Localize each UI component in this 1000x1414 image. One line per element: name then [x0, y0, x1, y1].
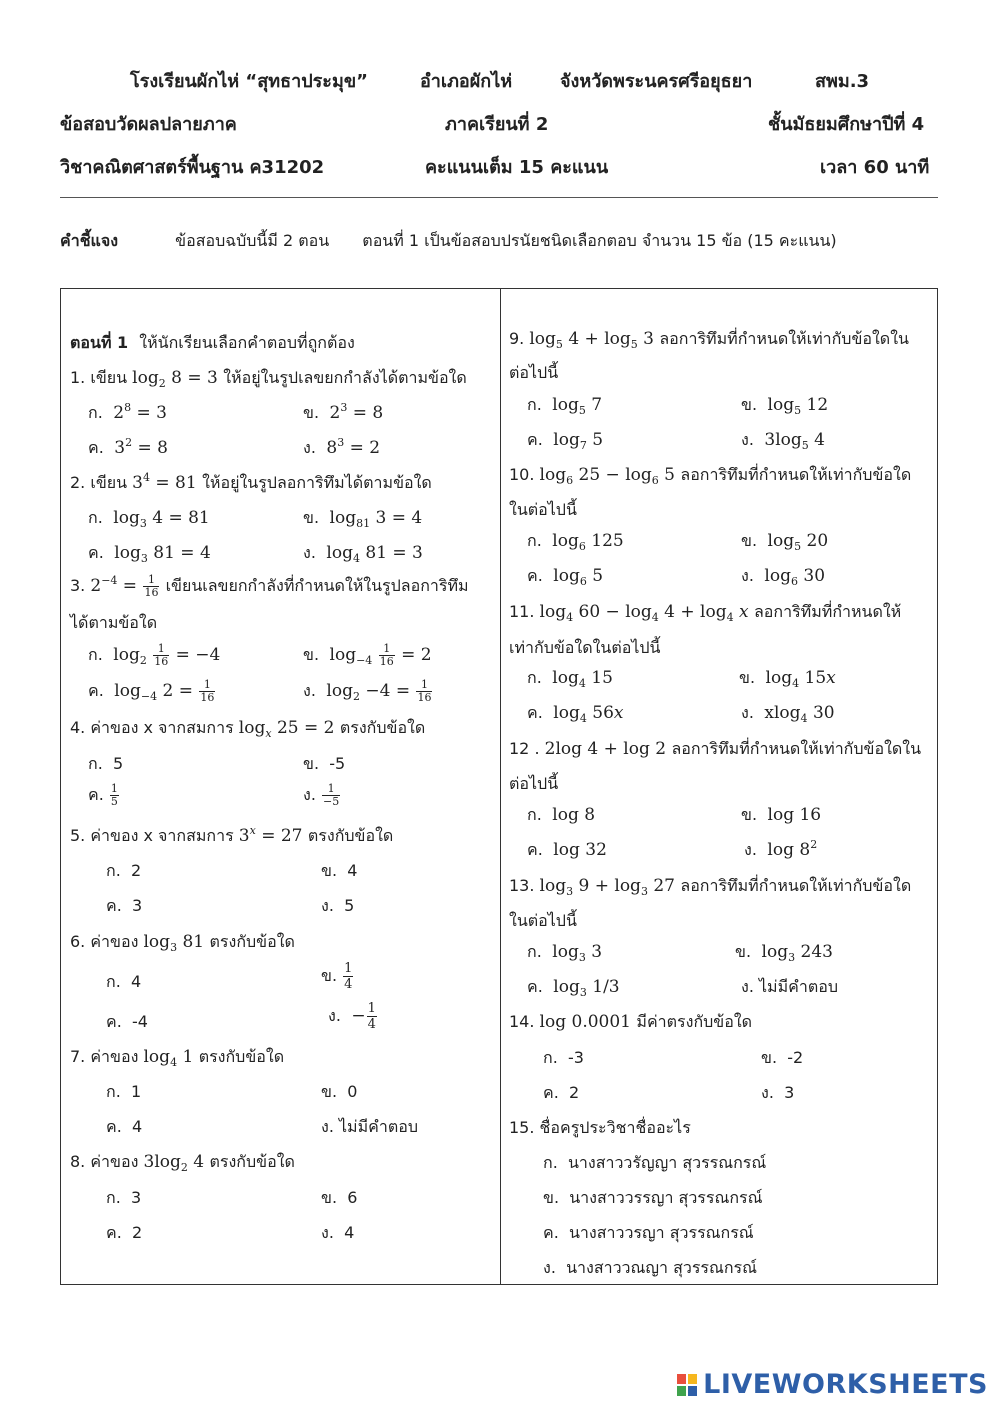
q6-choice-c[interactable]: ค. -4 [106, 1012, 148, 1031]
q8-choice-a[interactable]: ก. 3 [106, 1188, 142, 1207]
q6-choice-b[interactable]: ข. $\frac{1}{4}$ [321, 961, 353, 992]
q5-choice-d[interactable]: ง. 5 [321, 896, 355, 915]
q12-line2: ต่อไปนี้ [509, 774, 559, 793]
q12-choice-a[interactable]: ก. log 8 [527, 805, 596, 825]
q14-choice-b[interactable]: ข. -2 [761, 1048, 804, 1067]
instructions-label: คำชี้แจง [60, 231, 119, 250]
q5-choice-b[interactable]: ข. 4 [321, 861, 358, 880]
q8-choice-c[interactable]: ค. 2 [106, 1223, 143, 1242]
q5-post: ตรงกับข้อใด [307, 826, 394, 845]
q7-post: ตรงกับข้อใด [198, 1047, 285, 1066]
logo-text: LIVEWORKSHEETS [703, 1369, 988, 1400]
question-6: 6. ค่าของ $\log_3 81$ ตรงกับข้อใด [70, 932, 295, 954]
q10-choice-c[interactable]: ค. $\log_6 5$ [527, 566, 604, 588]
q9-post: ลอการิทึมที่กำหนดให้เท่ากับข้อใดใน [659, 329, 909, 348]
q4-choice-d[interactable]: ง. $\frac{1}{-5}$ [303, 782, 340, 808]
q1-post: ให้อยู่ในรูปเลขยกกำลังได้ตามข้อใด [223, 368, 467, 387]
q9-line2: ต่อไปนี้ [509, 363, 559, 382]
q7-choice-b[interactable]: ข. 0 [321, 1082, 358, 1101]
q14-pre: 14. [509, 1012, 535, 1031]
grade: ชั้นมัธยมศึกษาปีที่ 4 [768, 114, 925, 135]
q6-choice-a[interactable]: ก. 4 [106, 972, 142, 991]
q11-choice-d[interactable]: ง. xlog$_4$ 30 [741, 703, 835, 725]
q2-choice-a[interactable]: ก. $\log_3 4 = 81$ [88, 508, 210, 530]
question-12: 12 . 2log 4 + log 2 ลอการิทึมที่กำหนดให้เท่ากับข้อใดใน [509, 739, 922, 759]
q1-pre: 1. เขียน [70, 368, 128, 387]
instructions-text2: ตอนที่ 1 เป็นข้อสอบปรนัยชนิดเลือกตอบ จำนวน 15 ข้อ (15 คะแนน) [362, 231, 837, 250]
exam-box [60, 288, 938, 1285]
q13-post: ลอการิทึมที่กำหนดให้เท่ากับข้อใด [680, 876, 912, 895]
q8-pre: 8. ค่าของ [70, 1152, 139, 1171]
question-10: 10. $\log_6 25 - \log_6 5$ ลอการิทึมที่กำหนดให้เท่ากับข้อใด [509, 465, 912, 487]
question-7: 7. ค่าของ $\log_4 1$ ตรงกับข้อใด [70, 1047, 285, 1069]
q12-choice-b[interactable]: ข. log 16 [741, 805, 822, 825]
q13-line2: ในต่อไปนี้ [509, 911, 577, 930]
q14-choice-a[interactable]: ก. -3 [543, 1048, 584, 1067]
instructions [60, 229, 837, 254]
q11-choice-c[interactable]: ค. $\log_4 56x$ [527, 703, 624, 725]
full-score: คะแนนเต็ม 15 คะแนน [425, 157, 609, 178]
q9-choice-a[interactable]: ก. $\log_5 7$ [527, 395, 603, 417]
province-name: จังหวัดพระนครศรีอยุธยา [560, 71, 753, 92]
q4-choice-a[interactable]: ก. 5 [88, 754, 124, 773]
q3-choice-d[interactable]: ง. $\log_2 -4$ = $\frac{1}{16}$ [303, 678, 432, 704]
q13-choice-c[interactable]: ค. $\log_3 1/3$ [527, 977, 620, 999]
q12-choice-c[interactable]: ค. log 32 [527, 840, 607, 860]
part1-instruction: ให้นักเรียนเลือกคำตอบที่ถูกต้อง [139, 333, 355, 352]
question-13: 13. $\log_3 9 + \log_3 27$ ลอการิทึมที่กำหนดให้เท่ากับข้อใด [509, 876, 912, 898]
q2-choice-d[interactable]: ง. $\log_4 81 = 3$ [303, 543, 423, 565]
q3-choice-c[interactable]: ค. $\log_{-4} 2$ = $\frac{1}{16}$ [88, 678, 215, 704]
q7-choice-c[interactable]: ค. 4 [106, 1117, 143, 1136]
q9-pre: 9. [509, 329, 525, 348]
q11-line2: เท่ากับข้อใดในต่อไปนี้ [509, 638, 661, 657]
district-name: อำเภอผักไห่ [420, 71, 513, 92]
q10-choice-d[interactable]: ง. $\log_6 30$ [741, 566, 826, 588]
q8-choice-d[interactable]: ง. 4 [321, 1223, 355, 1242]
q9-choice-d[interactable]: ง. $3\log_5$ 4 [741, 430, 826, 452]
part1-title: ตอนที่ 1 [70, 333, 129, 352]
question-5: 5. ค่าของ x จากสมการ $3^x = 27$ ตรงกับข้อใด [70, 824, 394, 846]
column-divider [500, 289, 501, 1284]
q15-choice-a[interactable]: ก. นางสาววรัญญา สุวรรณกรณ์ [543, 1153, 767, 1172]
q9-choice-b[interactable]: ข. $\log_5 12$ [741, 395, 829, 417]
q1-choice-a[interactable]: ก. $2^8 = 3$ [88, 401, 167, 423]
q10-line2: ในต่อไปนี้ [509, 500, 577, 519]
question-4: 4. ค่าของ x จากสมการ $\log_x 25 = 2$ ตรงกับข้อใด [70, 718, 426, 740]
header-divider [60, 197, 938, 198]
question-2: 2. เขียน $3^4 = 81$ ให้อยู่ในรูปลอการิทึมได้ตามข้อใด [70, 471, 432, 493]
exam-type: ข้อสอบวัดผลปลายภาค [60, 114, 237, 135]
q12-choice-d[interactable]: ง. $\log 8^2$ [744, 838, 818, 860]
question-14: 14. log 0.0001 มีค่าตรงกับข้อใด [509, 1012, 753, 1032]
school-name: โรงเรียนผักไห่ “สุทธาประมุข” [130, 71, 368, 92]
q1-choice-b[interactable]: ข. $2^3 = 8$ [303, 401, 384, 423]
q5-choice-a[interactable]: ก. 2 [106, 861, 142, 880]
q3-choice-b[interactable]: ข. $\log_{-4}$ $\frac{1}{16}$ = 2 [303, 642, 432, 668]
liveworksheets-logo-icon [677, 1374, 699, 1398]
q3-line2: ได้ตามข้อใด [70, 613, 158, 632]
q6-pre: 6. ค่าของ [70, 932, 139, 951]
q4-choice-b[interactable]: ข. -5 [303, 754, 346, 773]
semester: ภาคเรียนที่ 2 [445, 114, 549, 135]
q3-choice-a[interactable]: ก. $\log_2$ $\frac{1}{16}$ = −4 [88, 642, 221, 668]
q2-choice-c[interactable]: ค. $\log_3 81 = 4$ [88, 543, 211, 565]
q8-choice-b[interactable]: ข. 6 [321, 1188, 358, 1207]
q9-choice-c[interactable]: ค. $\log_7 5$ [527, 430, 604, 452]
q3-pre: 3. [70, 576, 86, 595]
q10-choice-a[interactable]: ก. $\log_6 125$ [527, 531, 624, 553]
q7-pre: 7. ค่าของ [70, 1047, 139, 1066]
question-15: 15. ชื่อครูประวิชาชื่ออะไร [509, 1118, 691, 1137]
q13-pre: 13. [509, 876, 535, 895]
q11-choice-b[interactable]: ข. $\log_4 15x$ [739, 668, 836, 690]
q3-post: เขียนเลขยกกำลังที่กำหนดให้ในรูปลอการิทึม [165, 576, 469, 595]
q10-pre: 10. [509, 465, 535, 484]
time-limit: เวลา 60 นาที [820, 157, 930, 178]
liveworksheets-logo[interactable] [677, 1369, 988, 1400]
q11-choice-a[interactable]: ก. $\log_4 15$ [527, 668, 613, 690]
question-11: 11. $\log_4 60 - \log_4 4 + \log_4 x$ ลอการิทึมที่กำหนดให้ [509, 602, 902, 624]
q7-choice-d[interactable]: ง. ไม่มีคำตอบ [321, 1117, 418, 1136]
q5-pre: 5. ค่าของ x จากสมการ [70, 826, 234, 845]
q15-choice-c[interactable]: ค. นางสาววรญา สุวรรณกรณ์ [543, 1223, 754, 1242]
q5-choice-c[interactable]: ค. 3 [106, 896, 143, 915]
q1-choice-d[interactable]: ง. $8^3 = 2$ [303, 436, 381, 458]
q15-choice-d[interactable]: ง. นางสาววณญา สุวรรณกรณ์ [543, 1258, 757, 1277]
office-name: สพม.3 [815, 71, 870, 92]
question-3: 3. $2^{-4}$ = $\frac{1}{16}$ เขียนเลขยกกำลังที่กำหนดให้ในรูปลอการิทึม [70, 573, 469, 599]
q10-post: ลอการิทึมที่กำหนดให้เท่ากับข้อใด [680, 465, 912, 484]
q11-pre: 11. [509, 602, 535, 621]
q4-post: ตรงกับข้อใด [339, 718, 426, 737]
part1-heading [70, 331, 355, 356]
q1-choice-c[interactable]: ค. $3^2 = 8$ [88, 436, 168, 458]
q4-choice-c[interactable]: ค. $\frac{1}{5}$ [88, 782, 118, 808]
q8-post: ตรงกับข้อใด [209, 1152, 295, 1171]
subject: วิชาคณิตศาสตร์พื้นฐาน ค31202 [60, 157, 325, 178]
q7-choice-a[interactable]: ก. 1 [106, 1082, 142, 1101]
q13-choice-b[interactable]: ข. $\log_3 243$ [735, 942, 833, 964]
q14-choice-c[interactable]: ค. 2 [543, 1083, 580, 1102]
q6-post: ตรงกับข้อใด [209, 932, 295, 951]
q12-post: ลอการิทึมที่กำหนดให้เท่ากับข้อใดใน [671, 739, 922, 758]
q13-choice-a[interactable]: ก. $\log_3 3$ [527, 942, 603, 964]
q10-choice-b[interactable]: ข. $\log_5 20$ [741, 531, 829, 553]
instructions-text1: ข้อสอบฉบับนี้มี 2 ตอน [175, 231, 330, 250]
q12-pre: 12 . [509, 739, 540, 758]
q2-pre: 2. เขียน [70, 473, 128, 492]
q14-post: มีค่าตรงกับข้อใด [636, 1012, 753, 1031]
q2-post: ให้อยู่ในรูปลอการิทึมได้ตามข้อใด [202, 473, 432, 492]
q6-choice-d[interactable]: ง. − $\frac{1}{4}$ [328, 1001, 376, 1032]
q2-choice-b[interactable]: ข. $\log_{81} 3 = 4$ [303, 508, 423, 530]
q13-choice-d[interactable]: ง. ไม่มีคำตอบ [741, 977, 838, 996]
q15-choice-b[interactable]: ข. นางสาววรรญา สุวรรณกรณ์ [543, 1188, 763, 1207]
q14-choice-d[interactable]: ง. 3 [761, 1083, 795, 1102]
question-1: 1. เขียน $\log_2 8 = 3$ ให้อยู่ในรูปเลขยกกำลังได้ตามข้อใด [70, 368, 467, 390]
question-9: 9. $\log_5 4 + \log_5 3$ ลอการิทึมที่กำหนดให้เท่ากับข้อใดใน [509, 329, 909, 351]
q11-post: ลอการิทึมที่กำหนดให้ [754, 602, 902, 621]
q4-pre: 4. ค่าของ x จากสมการ [70, 718, 234, 737]
question-8: 8. ค่าของ $3\log_2$ 4 ตรงกับข้อใด [70, 1152, 295, 1174]
